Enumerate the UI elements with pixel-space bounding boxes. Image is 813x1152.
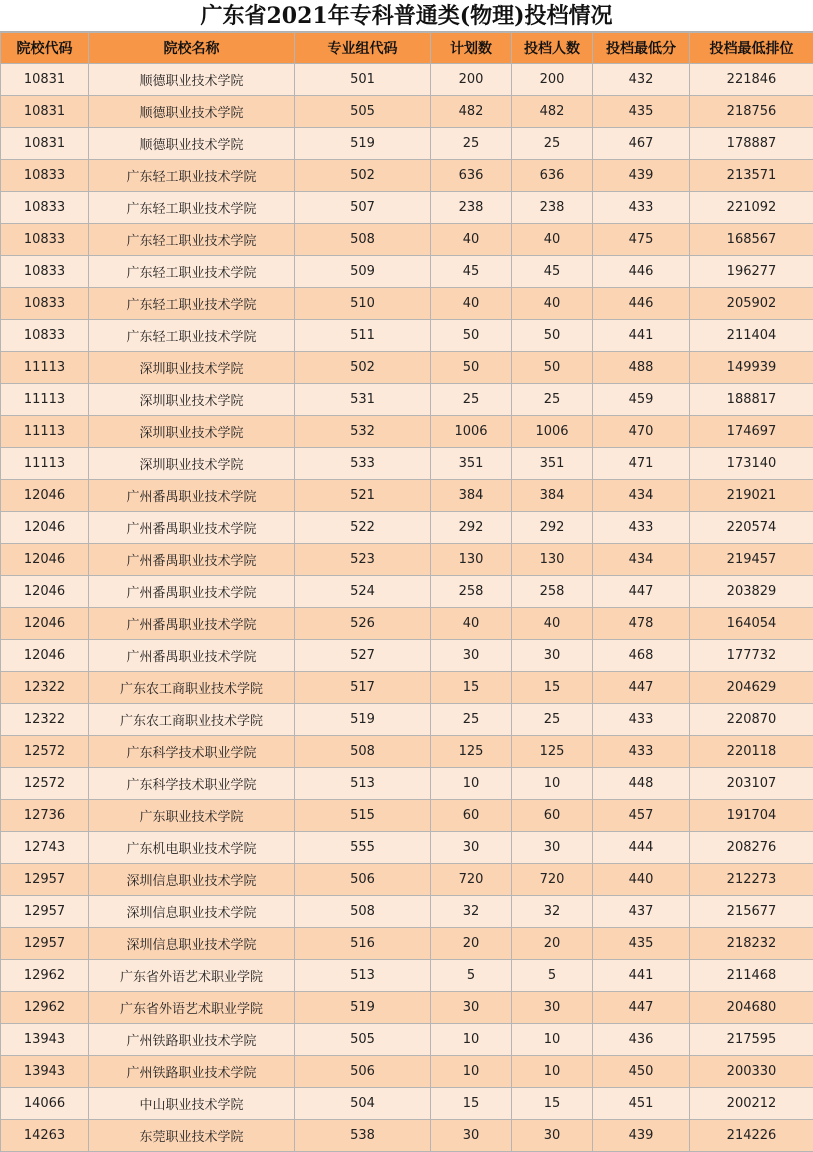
cell-school-name: 广州铁路职业技术学院 <box>89 1024 295 1056</box>
cell-school-name: 广东轻工职业技术学院 <box>89 160 295 192</box>
cell-admitted-count: 482 <box>512 96 593 128</box>
table-row <box>1 384 813 416</box>
cell-group-code: 519 <box>295 128 431 160</box>
cell-school-name: 广东轻工职业技术学院 <box>89 288 295 320</box>
cell-school-code: 10833 <box>1 224 89 256</box>
cell-min-rank: 173140 <box>690 448 813 480</box>
cell-min-score: 437 <box>593 896 690 928</box>
cell-school-name: 广州番禺职业技术学院 <box>89 608 295 640</box>
cell-school-name: 广东轻工职业技术学院 <box>89 256 295 288</box>
cell-group-code: 516 <box>295 928 431 960</box>
cell-school-name: 深圳信息职业技术学院 <box>89 928 295 960</box>
cell-school-code: 10831 <box>1 64 89 96</box>
cell-school-name: 广州番禺职业技术学院 <box>89 544 295 576</box>
cell-min-rank: 149939 <box>690 352 813 384</box>
cell-group-code: 519 <box>295 992 431 1024</box>
cell-admitted-count: 32 <box>512 896 593 928</box>
cell-group-code: 508 <box>295 224 431 256</box>
cell-school-code: 12572 <box>1 768 89 800</box>
cell-min-score: 433 <box>593 192 690 224</box>
cell-admitted-count: 40 <box>512 608 593 640</box>
table-row <box>1 1056 813 1088</box>
cell-school-name: 深圳职业技术学院 <box>89 384 295 416</box>
cell-min-rank: 164054 <box>690 608 813 640</box>
cell-group-code: 504 <box>295 1088 431 1120</box>
table-row <box>1 896 813 928</box>
cell-min-score: 448 <box>593 768 690 800</box>
cell-school-name: 广东轻工职业技术学院 <box>89 224 295 256</box>
table-row <box>1 288 813 320</box>
cell-min-score: 433 <box>593 512 690 544</box>
cell-school-name: 深圳信息职业技术学院 <box>89 896 295 928</box>
table-row <box>1 608 813 640</box>
header-row <box>1 33 813 64</box>
cell-plan-count: 15 <box>431 672 512 704</box>
cell-min-score: 459 <box>593 384 690 416</box>
cell-min-rank: 220118 <box>690 736 813 768</box>
cell-group-code: 531 <box>295 384 431 416</box>
cell-school-code: 12736 <box>1 800 89 832</box>
cell-min-rank: 200212 <box>690 1088 813 1120</box>
cell-school-code: 12322 <box>1 672 89 704</box>
cell-min-score: 450 <box>593 1056 690 1088</box>
cell-school-name: 东莞职业技术学院 <box>89 1120 295 1152</box>
cell-group-code: 508 <box>295 736 431 768</box>
cell-plan-count: 50 <box>431 320 512 352</box>
cell-min-score: 470 <box>593 416 690 448</box>
cell-min-score: 435 <box>593 928 690 960</box>
cell-min-score: 467 <box>593 128 690 160</box>
cell-school-code: 12046 <box>1 640 89 672</box>
cell-min-score: 468 <box>593 640 690 672</box>
cell-min-score: 434 <box>593 544 690 576</box>
table-row <box>1 96 813 128</box>
cell-school-name: 广州铁路职业技术学院 <box>89 1056 295 1088</box>
cell-plan-count: 30 <box>431 992 512 1024</box>
header-school-name: 院校名称 <box>89 33 295 64</box>
cell-plan-count: 384 <box>431 480 512 512</box>
cell-group-code: 510 <box>295 288 431 320</box>
cell-group-code: 508 <box>295 896 431 928</box>
cell-min-rank: 203829 <box>690 576 813 608</box>
cell-min-rank: 218756 <box>690 96 813 128</box>
cell-group-code: 502 <box>295 352 431 384</box>
cell-school-name: 广州番禺职业技术学院 <box>89 576 295 608</box>
cell-min-score: 439 <box>593 1120 690 1152</box>
table-row <box>1 1024 813 1056</box>
cell-plan-count: 125 <box>431 736 512 768</box>
cell-school-name: 广东农工商职业技术学院 <box>89 672 295 704</box>
cell-school-code: 10833 <box>1 320 89 352</box>
cell-min-rank: 217595 <box>690 1024 813 1056</box>
cell-school-code: 11113 <box>1 352 89 384</box>
cell-school-code: 12572 <box>1 736 89 768</box>
cell-group-code: 506 <box>295 1056 431 1088</box>
cell-admitted-count: 25 <box>512 384 593 416</box>
cell-admitted-count: 30 <box>512 640 593 672</box>
table-row <box>1 864 813 896</box>
cell-min-rank: 205902 <box>690 288 813 320</box>
cell-group-code: 522 <box>295 512 431 544</box>
cell-school-code: 13943 <box>1 1024 89 1056</box>
cell-min-score: 434 <box>593 480 690 512</box>
cell-admitted-count: 15 <box>512 1088 593 1120</box>
cell-school-code: 10833 <box>1 288 89 320</box>
cell-school-code: 12957 <box>1 928 89 960</box>
cell-plan-count: 40 <box>431 288 512 320</box>
cell-school-name: 广州番禺职业技术学院 <box>89 480 295 512</box>
cell-admitted-count: 351 <box>512 448 593 480</box>
cell-plan-count: 200 <box>431 64 512 96</box>
cell-admitted-count: 50 <box>512 320 593 352</box>
cell-group-code: 555 <box>295 832 431 864</box>
cell-admitted-count: 15 <box>512 672 593 704</box>
table-row <box>1 128 813 160</box>
cell-plan-count: 40 <box>431 224 512 256</box>
cell-school-code: 10831 <box>1 96 89 128</box>
cell-school-code: 12046 <box>1 512 89 544</box>
cell-plan-count: 40 <box>431 608 512 640</box>
cell-school-name: 广东科学技术职业学院 <box>89 768 295 800</box>
cell-min-score: 446 <box>593 288 690 320</box>
cell-min-score: 435 <box>593 96 690 128</box>
cell-min-score: 447 <box>593 992 690 1024</box>
cell-min-rank: 196277 <box>690 256 813 288</box>
cell-admitted-count: 636 <box>512 160 593 192</box>
cell-admitted-count: 20 <box>512 928 593 960</box>
cell-group-code: 509 <box>295 256 431 288</box>
cell-school-name: 广东省外语艺术职业学院 <box>89 960 295 992</box>
header-admitted-count: 投档人数 <box>512 33 593 64</box>
cell-school-code: 14066 <box>1 1088 89 1120</box>
cell-min-rank: 215677 <box>690 896 813 928</box>
cell-min-rank: 219457 <box>690 544 813 576</box>
cell-school-code: 12046 <box>1 608 89 640</box>
cell-min-rank: 174697 <box>690 416 813 448</box>
header-group-code: 专业组代码 <box>295 33 431 64</box>
cell-school-name: 深圳职业技术学院 <box>89 352 295 384</box>
table-row <box>1 800 813 832</box>
admission-table <box>0 32 813 1152</box>
cell-plan-count: 30 <box>431 640 512 672</box>
cell-plan-count: 1006 <box>431 416 512 448</box>
cell-school-name: 广东机电职业技术学院 <box>89 832 295 864</box>
cell-admitted-count: 50 <box>512 352 593 384</box>
cell-admitted-count: 10 <box>512 1056 593 1088</box>
table-row <box>1 704 813 736</box>
cell-min-rank: 218232 <box>690 928 813 960</box>
cell-plan-count: 292 <box>431 512 512 544</box>
cell-admitted-count: 40 <box>512 224 593 256</box>
cell-plan-count: 25 <box>431 128 512 160</box>
cell-min-score: 436 <box>593 1024 690 1056</box>
cell-group-code: 505 <box>295 96 431 128</box>
cell-school-code: 10831 <box>1 128 89 160</box>
cell-plan-count: 238 <box>431 192 512 224</box>
header-plan-count: 计划数 <box>431 33 512 64</box>
cell-school-name: 广东轻工职业技术学院 <box>89 192 295 224</box>
cell-min-rank: 188817 <box>690 384 813 416</box>
cell-school-code: 12046 <box>1 544 89 576</box>
cell-school-code: 12962 <box>1 960 89 992</box>
table-row <box>1 992 813 1024</box>
cell-plan-count: 20 <box>431 928 512 960</box>
cell-min-score: 451 <box>593 1088 690 1120</box>
cell-min-rank: 178887 <box>690 128 813 160</box>
cell-min-rank: 214226 <box>690 1120 813 1152</box>
cell-plan-count: 60 <box>431 800 512 832</box>
cell-school-name: 广州番禺职业技术学院 <box>89 640 295 672</box>
cell-plan-count: 482 <box>431 96 512 128</box>
cell-school-name: 顺德职业技术学院 <box>89 96 295 128</box>
cell-admitted-count: 25 <box>512 704 593 736</box>
cell-min-rank: 203107 <box>690 768 813 800</box>
cell-admitted-count: 200 <box>512 64 593 96</box>
cell-school-code: 11113 <box>1 448 89 480</box>
cell-group-code: 532 <box>295 416 431 448</box>
cell-admitted-count: 5 <box>512 960 593 992</box>
cell-school-code: 14263 <box>1 1120 89 1152</box>
cell-group-code: 524 <box>295 576 431 608</box>
cell-plan-count: 10 <box>431 1056 512 1088</box>
cell-min-score: 432 <box>593 64 690 96</box>
table-row <box>1 320 813 352</box>
cell-min-rank: 221092 <box>690 192 813 224</box>
cell-min-rank: 191704 <box>690 800 813 832</box>
cell-min-rank: 177732 <box>690 640 813 672</box>
cell-min-rank: 208276 <box>690 832 813 864</box>
cell-admitted-count: 10 <box>512 1024 593 1056</box>
table-row <box>1 640 813 672</box>
cell-group-code: 507 <box>295 192 431 224</box>
cell-group-code: 515 <box>295 800 431 832</box>
table-row <box>1 256 813 288</box>
cell-min-rank: 211404 <box>690 320 813 352</box>
cell-admitted-count: 40 <box>512 288 593 320</box>
cell-admitted-count: 292 <box>512 512 593 544</box>
cell-admitted-count: 25 <box>512 128 593 160</box>
cell-plan-count: 50 <box>431 352 512 384</box>
cell-min-score: 444 <box>593 832 690 864</box>
cell-min-score: 478 <box>593 608 690 640</box>
table-row <box>1 768 813 800</box>
table-body <box>1 64 813 1152</box>
cell-admitted-count: 1006 <box>512 416 593 448</box>
table-row <box>1 416 813 448</box>
cell-plan-count: 720 <box>431 864 512 896</box>
cell-admitted-count: 258 <box>512 576 593 608</box>
cell-min-rank: 211468 <box>690 960 813 992</box>
cell-min-rank: 220870 <box>690 704 813 736</box>
cell-school-name: 深圳职业技术学院 <box>89 416 295 448</box>
cell-group-code: 505 <box>295 1024 431 1056</box>
cell-min-score: 441 <box>593 320 690 352</box>
table-row <box>1 448 813 480</box>
cell-school-code: 11113 <box>1 416 89 448</box>
cell-group-code: 526 <box>295 608 431 640</box>
cell-min-rank: 213571 <box>690 160 813 192</box>
cell-admitted-count: 30 <box>512 992 593 1024</box>
cell-school-name: 顺德职业技术学院 <box>89 64 295 96</box>
cell-plan-count: 30 <box>431 1120 512 1152</box>
cell-group-code: 523 <box>295 544 431 576</box>
cell-school-name: 广东省外语艺术职业学院 <box>89 992 295 1024</box>
cell-school-code: 10833 <box>1 192 89 224</box>
cell-admitted-count: 720 <box>512 864 593 896</box>
cell-group-code: 533 <box>295 448 431 480</box>
cell-plan-count: 10 <box>431 768 512 800</box>
cell-min-rank: 168567 <box>690 224 813 256</box>
table-row <box>1 576 813 608</box>
cell-school-code: 12046 <box>1 576 89 608</box>
cell-min-score: 446 <box>593 256 690 288</box>
cell-min-score: 475 <box>593 224 690 256</box>
cell-school-name: 广州番禺职业技术学院 <box>89 512 295 544</box>
cell-group-code: 506 <box>295 864 431 896</box>
cell-school-code: 12957 <box>1 864 89 896</box>
header-min-rank: 投档最低排位 <box>690 33 813 64</box>
table-row <box>1 1088 813 1120</box>
cell-min-score: 457 <box>593 800 690 832</box>
cell-school-name: 深圳职业技术学院 <box>89 448 295 480</box>
cell-admitted-count: 30 <box>512 832 593 864</box>
cell-min-rank: 221846 <box>690 64 813 96</box>
cell-min-score: 440 <box>593 864 690 896</box>
cell-group-code: 513 <box>295 768 431 800</box>
cell-group-code: 501 <box>295 64 431 96</box>
cell-group-code: 511 <box>295 320 431 352</box>
cell-min-rank: 204629 <box>690 672 813 704</box>
cell-group-code: 527 <box>295 640 431 672</box>
cell-min-score: 433 <box>593 704 690 736</box>
cell-group-code: 519 <box>295 704 431 736</box>
table-row <box>1 928 813 960</box>
cell-school-name: 中山职业技术学院 <box>89 1088 295 1120</box>
cell-group-code: 513 <box>295 960 431 992</box>
cell-group-code: 521 <box>295 480 431 512</box>
cell-admitted-count: 60 <box>512 800 593 832</box>
table-row <box>1 672 813 704</box>
cell-admitted-count: 45 <box>512 256 593 288</box>
cell-min-score: 447 <box>593 576 690 608</box>
cell-school-code: 12046 <box>1 480 89 512</box>
table-row <box>1 64 813 96</box>
cell-admitted-count: 130 <box>512 544 593 576</box>
cell-min-score: 447 <box>593 672 690 704</box>
cell-admitted-count: 238 <box>512 192 593 224</box>
cell-min-rank: 200330 <box>690 1056 813 1088</box>
cell-school-code: 10833 <box>1 256 89 288</box>
table-row <box>1 960 813 992</box>
table-row <box>1 544 813 576</box>
cell-group-code: 502 <box>295 160 431 192</box>
table-row <box>1 512 813 544</box>
cell-min-score: 488 <box>593 352 690 384</box>
cell-min-rank: 204680 <box>690 992 813 1024</box>
cell-school-name: 广东农工商职业技术学院 <box>89 704 295 736</box>
cell-school-name: 顺德职业技术学院 <box>89 128 295 160</box>
cell-school-code: 10833 <box>1 160 89 192</box>
header-school-code: 院校代码 <box>1 33 89 64</box>
table-row <box>1 736 813 768</box>
table-row <box>1 160 813 192</box>
cell-plan-count: 25 <box>431 704 512 736</box>
cell-plan-count: 45 <box>431 256 512 288</box>
cell-group-code: 538 <box>295 1120 431 1152</box>
table-row <box>1 832 813 864</box>
cell-min-rank: 212273 <box>690 864 813 896</box>
table-row <box>1 352 813 384</box>
cell-min-score: 439 <box>593 160 690 192</box>
cell-school-code: 11113 <box>1 384 89 416</box>
cell-min-score: 471 <box>593 448 690 480</box>
table-title: 广东省2021年专科普通类(物理)投档情况 <box>0 0 813 32</box>
header-min-score: 投档最低分 <box>593 33 690 64</box>
cell-plan-count: 32 <box>431 896 512 928</box>
cell-plan-count: 258 <box>431 576 512 608</box>
cell-school-code: 12322 <box>1 704 89 736</box>
cell-school-code: 12962 <box>1 992 89 1024</box>
table-row <box>1 1120 813 1152</box>
cell-plan-count: 25 <box>431 384 512 416</box>
cell-min-rank: 219021 <box>690 480 813 512</box>
cell-plan-count: 130 <box>431 544 512 576</box>
cell-school-code: 12957 <box>1 896 89 928</box>
cell-admitted-count: 30 <box>512 1120 593 1152</box>
cell-group-code: 517 <box>295 672 431 704</box>
cell-plan-count: 636 <box>431 160 512 192</box>
table-row <box>1 224 813 256</box>
cell-plan-count: 10 <box>431 1024 512 1056</box>
table-row <box>1 480 813 512</box>
cell-min-score: 441 <box>593 960 690 992</box>
cell-admitted-count: 384 <box>512 480 593 512</box>
cell-plan-count: 5 <box>431 960 512 992</box>
cell-school-code: 13943 <box>1 1056 89 1088</box>
cell-school-name: 广东职业技术学院 <box>89 800 295 832</box>
cell-min-rank: 220574 <box>690 512 813 544</box>
cell-school-code: 12743 <box>1 832 89 864</box>
cell-admitted-count: 125 <box>512 736 593 768</box>
cell-school-name: 广东轻工职业技术学院 <box>89 320 295 352</box>
cell-school-name: 深圳信息职业技术学院 <box>89 864 295 896</box>
cell-plan-count: 15 <box>431 1088 512 1120</box>
cell-plan-count: 30 <box>431 832 512 864</box>
cell-min-score: 433 <box>593 736 690 768</box>
cell-admitted-count: 10 <box>512 768 593 800</box>
table-row <box>1 192 813 224</box>
cell-plan-count: 351 <box>431 448 512 480</box>
cell-school-name: 广东科学技术职业学院 <box>89 736 295 768</box>
